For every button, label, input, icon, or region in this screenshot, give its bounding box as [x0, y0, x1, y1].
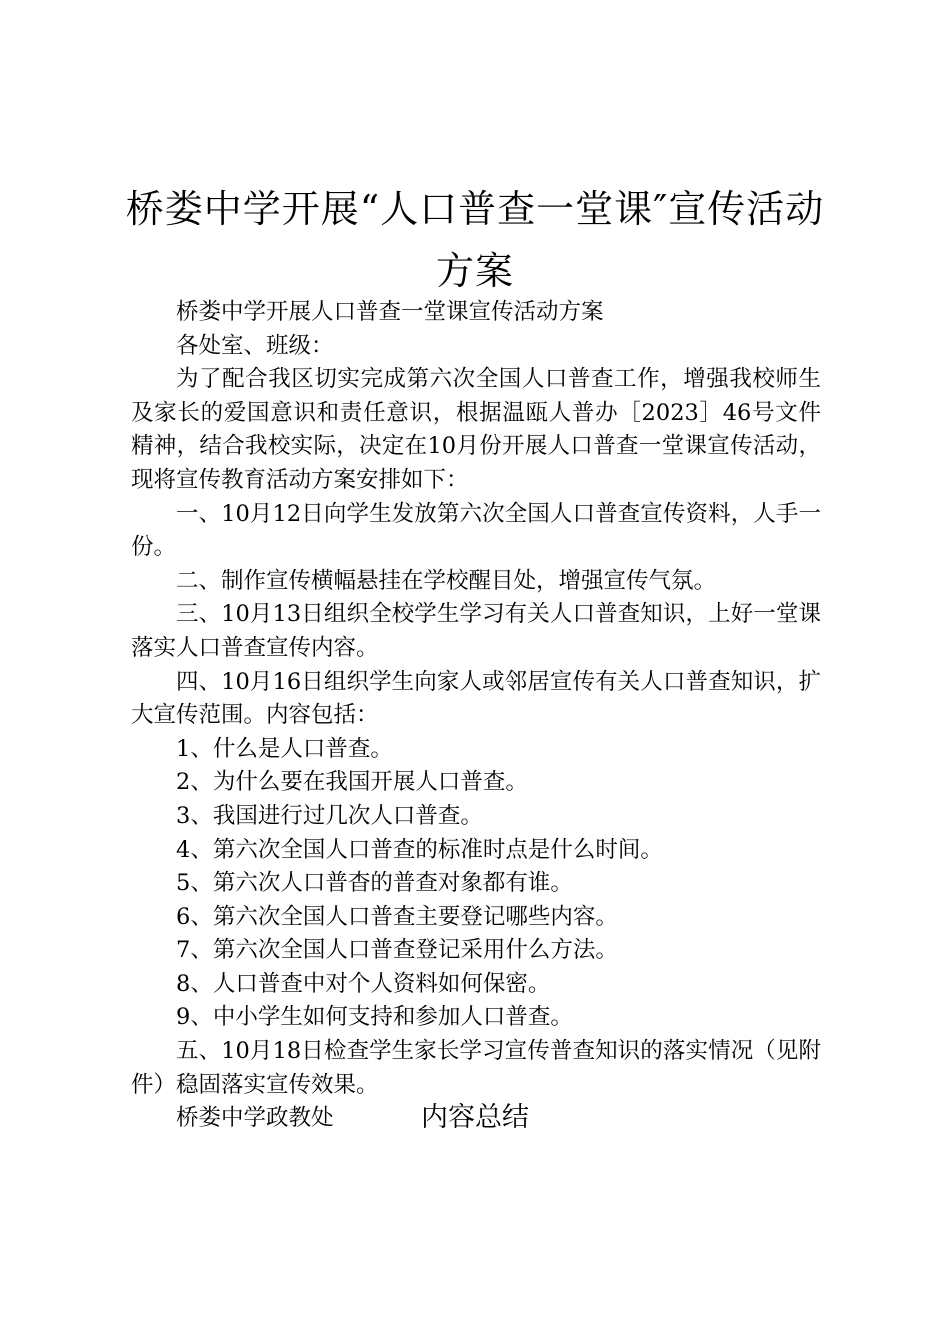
paragraph-item-2: 二、制作宣传横幅悬挂在学校醒目处，增强宣传气氛。	[176, 567, 717, 594]
content-list-item: 1、什么是人口普查。	[176, 735, 393, 762]
paragraph-item-5: 五、10月18日检查学生家长学习宣传普查知识的落实情况（见附件）稳固落实宣传效果。	[131, 1038, 821, 1098]
paragraph-item-3: 三、10月13日组织全校学生学习有关人口普查知识，上好一堂课落实人口普查宣传内容。	[131, 601, 821, 661]
paragraph-salutation: 各处室、班级：	[176, 332, 334, 359]
document-title: 桥娄中学开展“人口普查一堂课″宣传活动方案	[125, 187, 825, 293]
summary-heading: 内容总结	[421, 1102, 529, 1133]
content-list-item: 5、第六次人口普杳的普查对象都有谁。	[176, 870, 573, 897]
paragraph-plan-name: 桥娄中学开展人口普查一堂课宣传活动方案	[176, 299, 604, 325]
paragraph-item-4: 四、10月16日组织学生向家人或邻居宣传有关人口普查知识，扩大宣传范围。内容包括：	[131, 668, 821, 729]
content-list-item: 7、第六次全国人口普查登记采用什么方法。	[176, 937, 618, 964]
content-list-item: 4、第六次全国人口普查的标准时点是什么时间。	[176, 836, 663, 863]
content-list-item: 2、为什么要在我国开展人口普查。	[176, 769, 528, 796]
content-list-item: 3、我国进行过几次人口普查。	[176, 802, 483, 829]
paragraph-item-1: 一、10月12日向学生发放第六次全国人口普查宣传资料，人手一份。	[131, 500, 821, 561]
paragraph-intro: 为了配合我区切实完成第六次全国人口普查工作，增强我校师生及家长的爱国意识和责任意识，根据温瓯人普办［2023］46号文件精神，结合我校实际，决定在10月份开展人口普查一堂课宣传活动，现将宣传教育活动方案安排如下：	[131, 366, 821, 493]
signature-department: 桥娄中学政教处	[176, 1105, 334, 1132]
document-body	[131, 296, 821, 1136]
content-list-item: 9、中小学生如何支持和参加人口普查。	[176, 1004, 573, 1031]
content-list-item: 6、第六次全国人口普查主要登记哪些内容。	[176, 903, 618, 930]
content-list-item: 8、人口普查中对个人资料如何保密。	[176, 970, 551, 997]
